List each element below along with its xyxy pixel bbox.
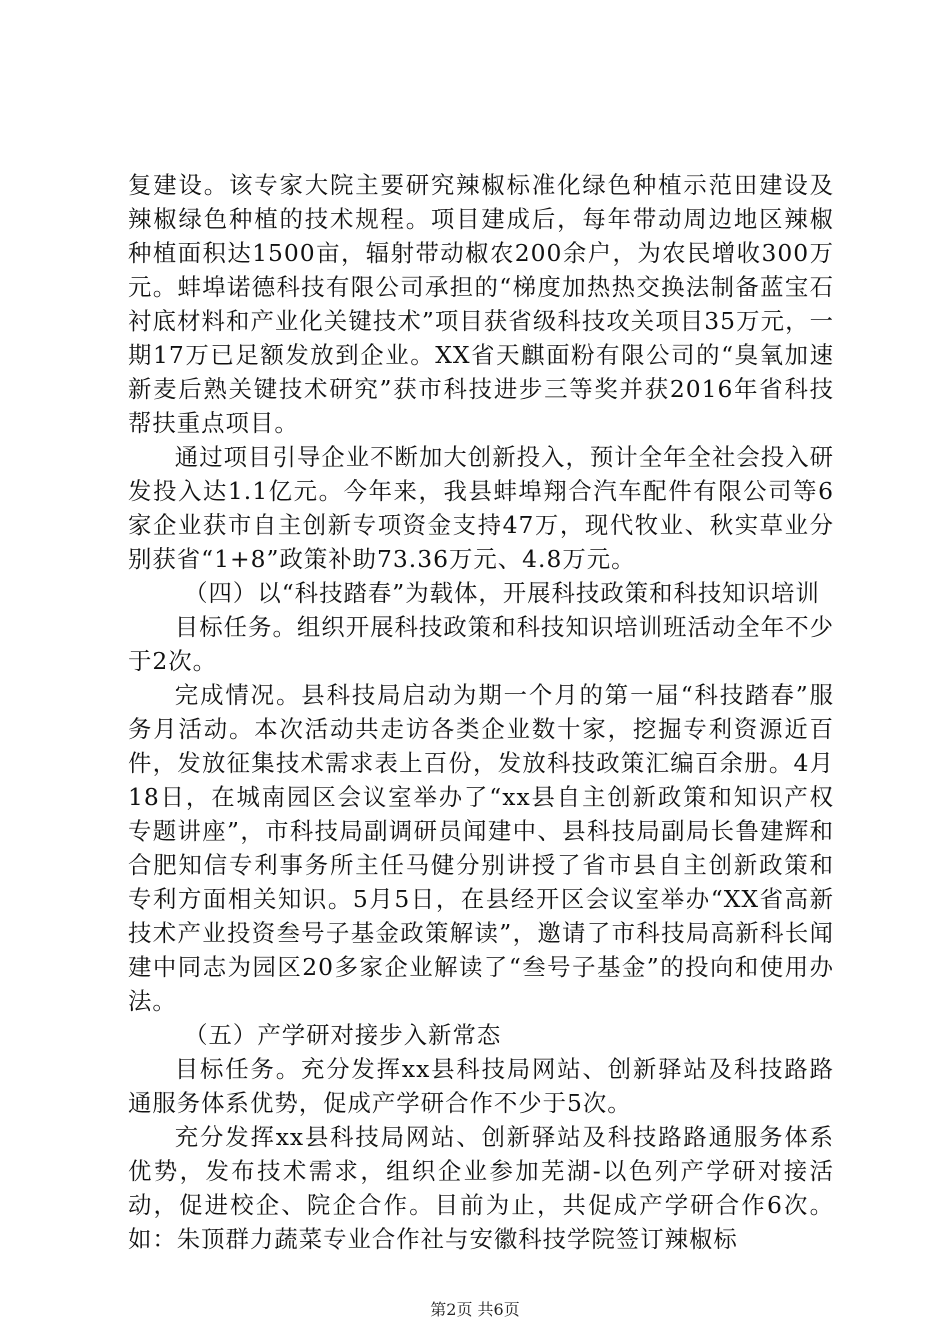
- paragraph-continuation: 复建设。该专家大院主要研究辣椒标准化绿色种植示范田建设及辣椒绿色种植的技术规程。项目建成后，每年带动周边地区辣椒种植面积达1500亩，辐射带动椒农200余户，为农民增收300万元。蚌埠诺德科技有限公司承担的“梯度加热热交换法制备蓝宝石衬底材料和产业化关键技术”项目获省级科技攻关项目35万元，一期17万已足额发放到企业。XX省天麒面粉有限公司的“臭氧加速新麦后熟关键技术研究”获市科技进步三等奖并获2016年省科技帮扶重点项目。: [128, 171, 834, 437]
- page-number-footer: 第2页 共6页: [430, 1300, 520, 1319]
- paragraph-target-4: 目标任务。组织开展科技政策和科技知识培训班活动全年不少于2次。: [128, 613, 834, 675]
- paragraph-target-5: 目标任务。充分发挥xx县科技局网站、创新驿站及科技路路通服务体系优势，促成产学研合作不少于5次。: [128, 1055, 834, 1117]
- paragraph-completion-4: 完成情况。县科技局启动为期一个月的第一届“科技踏春”服务月活动。本次活动共走访各类企业数十家，挖掘专利资源近百件，发放征集技术需求表上百份，发放科技政策汇编百余册。4月18日，在城南园区会议室举办了“xx县自主创新政策和知识产权专题讲座”，市科技局副调研员闻建中、县科技局副局长鲁建辉和合肥知信专利事务所主任马健分别讲授了省市县自主创新政策和专利方面相关知识。5月5日，在县经开区会议室举办“XX省高新技术产业投资叁号子基金政策解读”，邀请了市科技局高新科长闻建中同志为园区20多家企业解读了“叁号子基金”的投向和使用办法。: [128, 681, 834, 1015]
- section-heading-5: （五）产学研对接步入新常态: [184, 1021, 502, 1049]
- paragraph-investment: 通过项目引导企业不断加大创新投入，预计全年全社会投入研发投入达1.1亿元。今年来，我县蚌埠翔合汽车配件有限公司等6家企业获市自主创新专项资金支持47万，现代牧业、秋实草业分别获省“1+8”政策补助73.36万元、4.8万元。: [128, 443, 834, 573]
- paragraph-completion-5: 充分发挥xx县科技局网站、创新驿站及科技路路通服务体系优势，发布技术需求，组织企业参加芜湖-以色列产学研对接活动，促进校企、院企合作。目前为止，共促成产学研合作6次。如：朱顶群力蔬菜专业合作社与安徽科技学院签订辣椒标: [128, 1123, 834, 1253]
- section-heading-4: （四）以“科技踏春”为载体，开展科技政策和科技知识培训: [184, 579, 820, 607]
- document-body: [128, 168, 834, 1256]
